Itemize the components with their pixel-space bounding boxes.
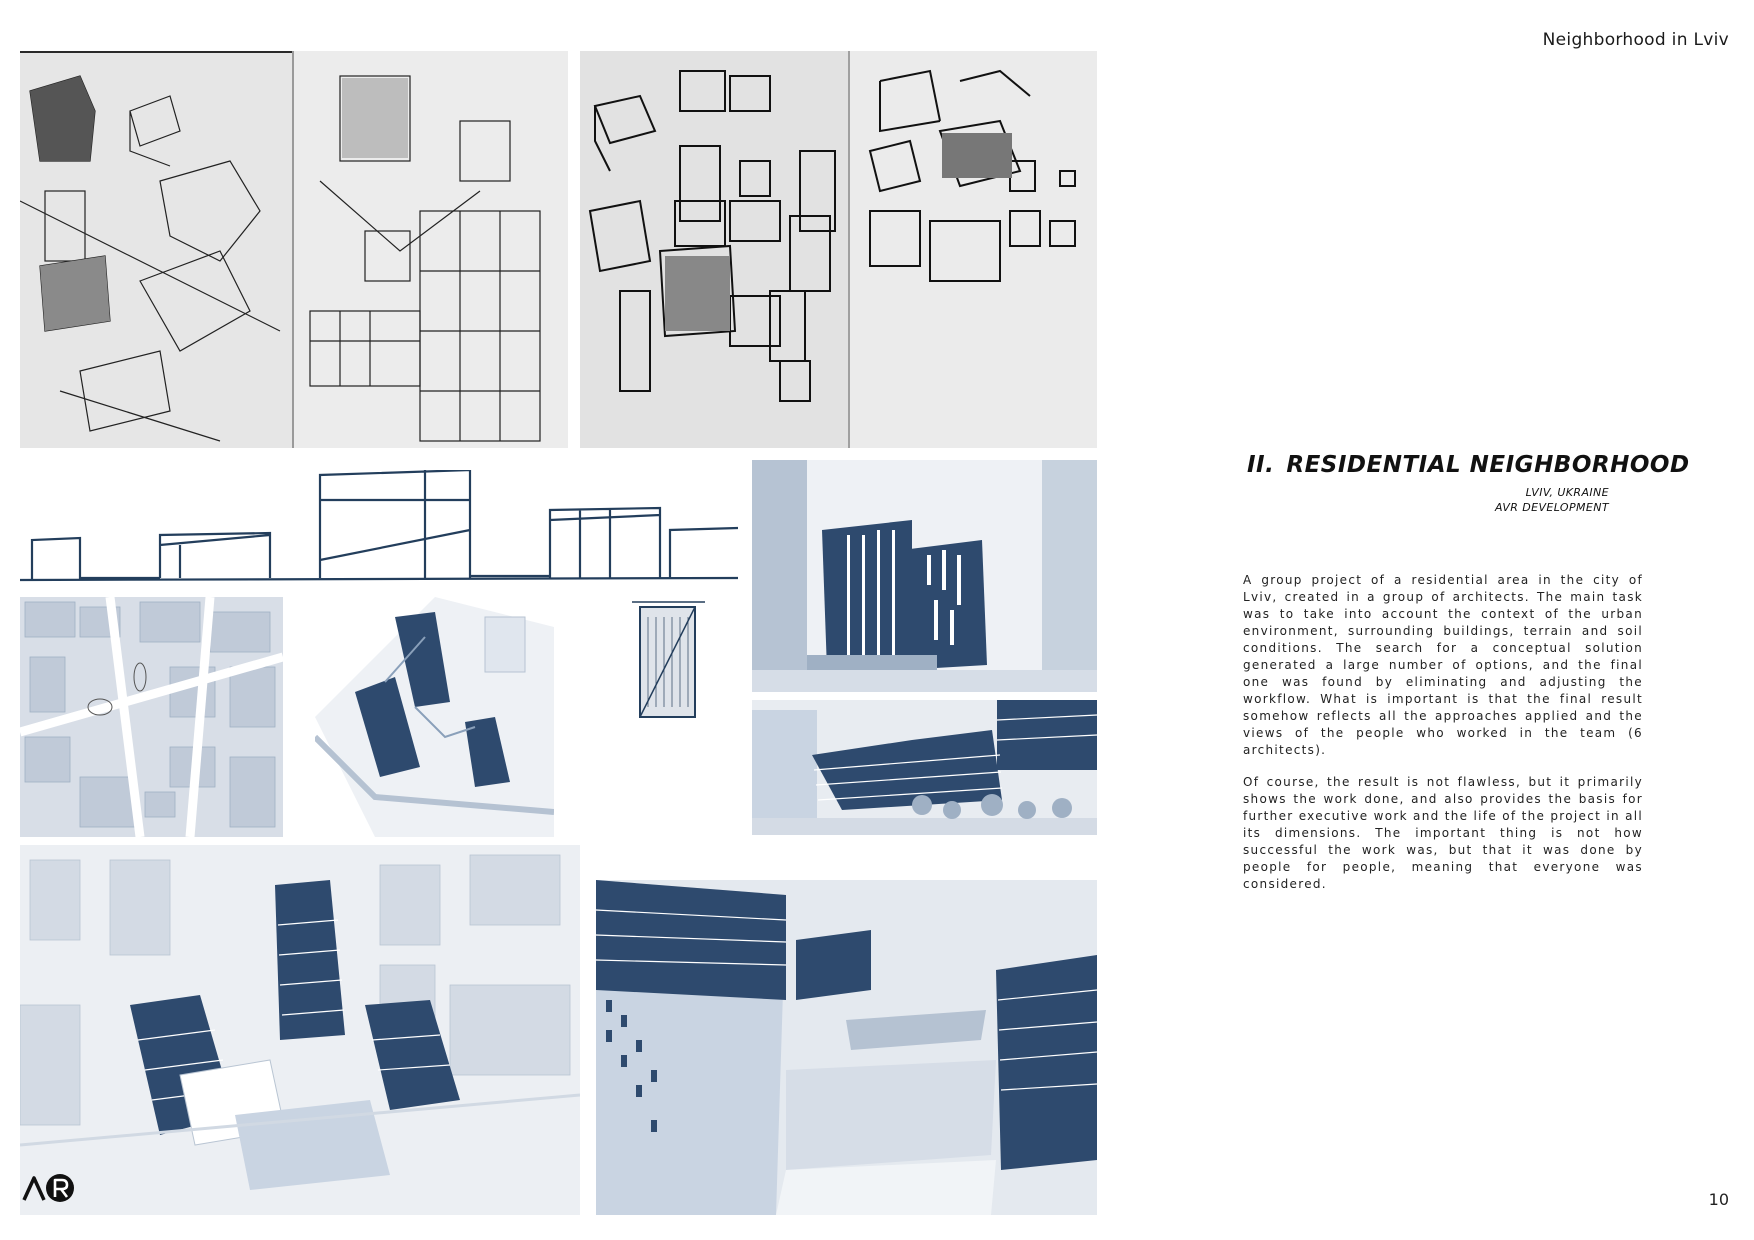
sketchbook-image-1 (20, 51, 568, 448)
aerial-render-2 (596, 880, 1097, 1215)
section-numeral: II. (1247, 452, 1275, 478)
facade-sketch (620, 597, 715, 722)
avr-logo-icon (22, 1172, 76, 1204)
section-heading (1247, 452, 1690, 478)
render-perspective-2 (752, 700, 1097, 835)
aerial-render-1 (20, 845, 580, 1215)
project-developer: AVR DEVELOPMENT (1494, 501, 1609, 514)
section-title: RESIDENTIAL NEIGHBORHOOD (1286, 452, 1690, 478)
description-paragraph-2: Of course, the result is not flawless, but it primarily shows the work done, and also provides the basis for further executive work and the life of the project in all its dimensions. The important thing is not how successful the work was, but that it was done by people for people, meaning that everyone was considered. (1243, 775, 1643, 891)
massing-plan-diagram (315, 597, 554, 837)
render-perspective-1 (752, 460, 1097, 692)
site-plan-map (20, 597, 283, 837)
page-number: 10 (1708, 1190, 1729, 1209)
sketchbook-image-2 (580, 51, 1097, 448)
description-paragraph-1: A group project of a residential area in the city of Lviv, created in a group of architects. The main task was to take into account the context of the urban environment, surrounding buildings, terrain and soil conditions. The search for a conceptual solution generated a large number of options, and the final one was found by eliminating and adjusting the workflow. What is important is that the final result somehow reflects all the approaches applied and the views of the people who worked in the team (6 architects). (1243, 573, 1643, 757)
project-location: LVIV, UKRAINE (1525, 486, 1609, 499)
skyline-sketch (20, 470, 738, 595)
page-header-title: Neighborhood in Lviv (1542, 30, 1729, 50)
